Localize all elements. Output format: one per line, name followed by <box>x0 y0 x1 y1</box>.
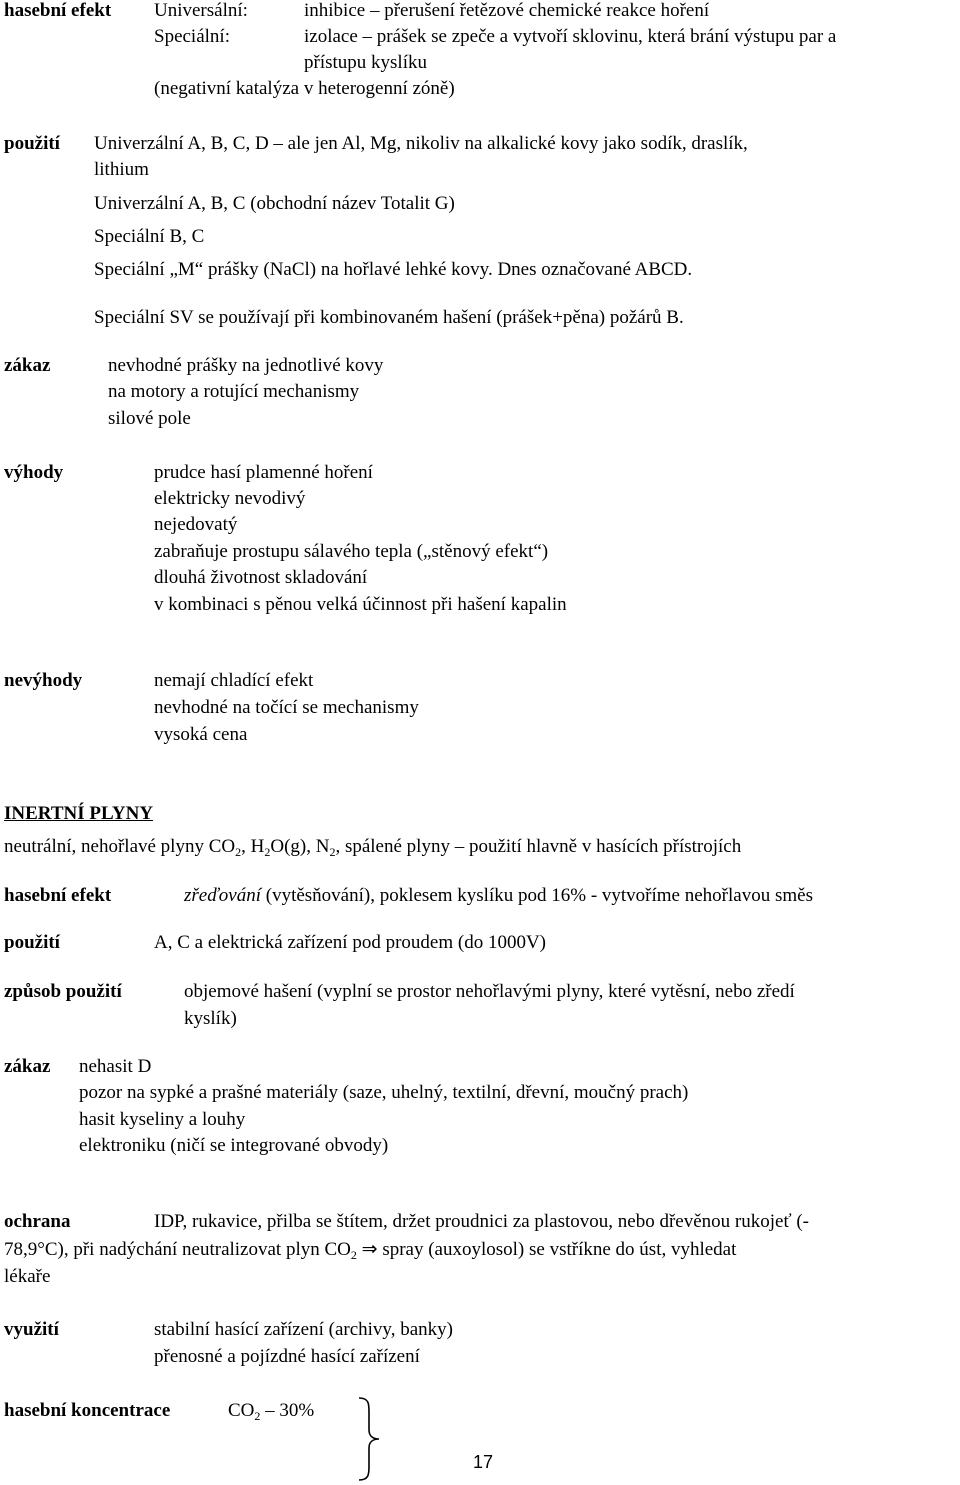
inert-vyuziti-line2: přenosné a pojízdné hasící zařízení <box>154 1346 420 1367</box>
inert-vyuziti-line1: stabilní hasící zařízení (archivy, banky) <box>154 1319 453 1340</box>
section-heading-inertni-plyny: INERTNÍ PLYNY <box>4 803 154 824</box>
inert-pouziti-text: A, C a elektrická zařízení pod proudem (do 1000V) <box>154 932 547 953</box>
inert-label-zakaz: zákaz <box>4 1056 51 1077</box>
zakaz-line1: nevhodné prášky na jednotlivé kovy <box>108 355 384 376</box>
special-text-line1: izolace – prášek se zpeče a vytvoří sklovinu, která brání výstupu par a <box>304 26 837 47</box>
special-text-line3: (negativní katalýza v heterogenní zóně) <box>154 78 455 99</box>
inert-zakaz-line3: hasit kyseliny a louhy <box>79 1109 246 1130</box>
special-text-line2: přístupu kyslíku <box>304 52 427 73</box>
inert-zakaz-line4: elektroniku (ničí se integrované obvody) <box>79 1135 389 1156</box>
universal-text: inhibice – přerušení řetězové chemické reakce hoření <box>304 0 710 21</box>
inert-label-zpusob-pouziti: způsob použití <box>4 981 122 1002</box>
inert-intro: neutrální, nehořlavé plyny $CO_2$, $H_2O(g)$, $N_2$, spálené plyny – použití hlavně v hasících přístrojích <box>4 836 742 859</box>
section-label-zakaz: zákaz <box>4 355 51 376</box>
implies-arrow-icon: ⇒ <box>361 1239 378 1260</box>
vyhody-line6: v kombinaci s pěnou velká účinnost při hašení kapalin <box>154 594 567 615</box>
pouziti-line6: Speciální SV se používají při kombinovaném hašení (prášek+pěna) požárů B. <box>94 307 684 328</box>
pouziti-line2: lithium <box>94 159 149 180</box>
inert-zakaz-line1: nehasit D <box>79 1056 152 1077</box>
inert-zakaz-line2: pozor na sypké a prašné materiály (saze, uhelný, textilní, dřevní, moučný prach) <box>79 1082 689 1103</box>
section-label-hasebni-efekt: hasební efekt <box>4 0 112 21</box>
inert-ochrana-line2: 78,9°C), při nadýchání neutralizovat plyn $CO_2$ ⇒ spray (auxoylosol) se vstříkne do úst, vyhledat <box>4 1239 737 1262</box>
inert-ochrana-line3: lékaře <box>4 1266 51 1287</box>
inert-label-hasebni-efekt: hasební efekt <box>4 885 112 906</box>
section-label-vyhody: výhody <box>4 462 64 483</box>
inert-label-ochrana: ochrana <box>4 1211 71 1232</box>
inert-label-hasebni-koncentrace: hasební koncentrace <box>4 1400 171 1421</box>
inert-label-pouziti: použití <box>4 932 60 953</box>
section-label-nevyhody: nevýhody <box>4 670 83 691</box>
vyhody-line2: elektricky nevodivý <box>154 488 306 509</box>
pouziti-line4: Speciální B, C <box>94 226 205 247</box>
nevyhody-line2: nevhodné na točící se mechanismy <box>154 697 419 718</box>
inert-zpusob-line1: objemové hašení (vyplní se prostor nehořlavými plyny, které vytěsní, nebo zředí <box>184 981 795 1002</box>
curly-brace-icon <box>355 1396 385 1482</box>
special-label: Speciální: <box>154 26 230 47</box>
inert-efekt-text: zřeďování (vytěsňování), poklesem kyslíku pod 16% - vytvoříme nehořlavou směs <box>184 885 813 906</box>
page-number: 17 <box>473 1452 494 1472</box>
vyhody-line5: dlouhá životnost skladování <box>154 567 368 588</box>
zakaz-line3: silové pole <box>108 408 191 429</box>
universal-label: Universální: <box>154 0 248 21</box>
vyhody-line1: prudce hasí plamenné hoření <box>154 462 373 483</box>
inert-ochrana-line1: IDP, rukavice, přilba se štítem, držet proudnici za plastovou, nebo dřevěnou rukojeť (- <box>154 1211 809 1232</box>
inert-label-vyuziti: využití <box>4 1319 59 1340</box>
pouziti-line1: Univerzální A, B, C, D – ale jen Al, Mg, nikoliv na alkalické kovy jako sodík, draslík, <box>94 133 748 154</box>
inert-koncentrace-co2: $CO_2 - 30\%$ <box>228 1400 315 1423</box>
inert-zpusob-line2: kyslík) <box>184 1008 237 1029</box>
pouziti-line5: Speciální „M“ prášky (NaCl) na hořlavé lehké kovy. Dnes označované ABCD. <box>94 259 693 280</box>
nevyhody-line3: vysoká cena <box>154 724 248 745</box>
section-label-pouziti: použití <box>4 133 60 154</box>
vyhody-line3: nejedovatý <box>154 514 238 535</box>
zakaz-line2: na motory a rotující mechanismy <box>108 381 360 402</box>
vyhody-line4: zabraňuje prostupu sálavého tepla („stěnový efekt“) <box>154 541 549 562</box>
nevyhody-line1: nemají chladící efekt <box>154 670 314 691</box>
pouziti-line3: Univerzální A, B, C (obchodní název Totalit G) <box>94 193 455 214</box>
